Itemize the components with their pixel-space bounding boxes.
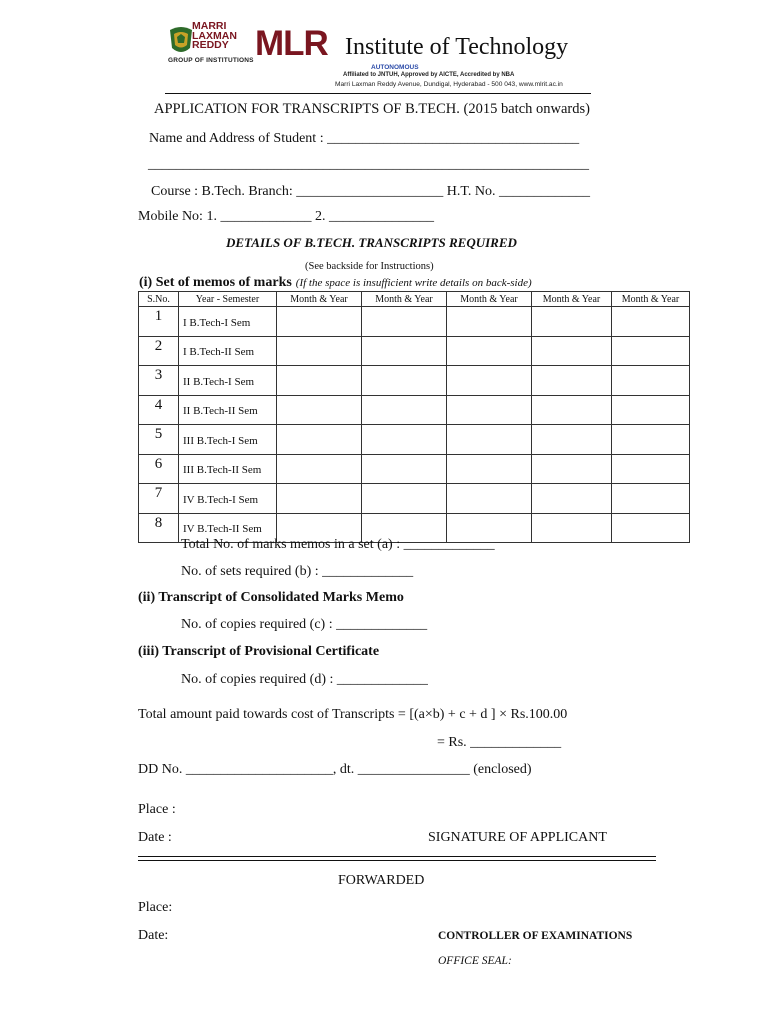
- row-semester: III B.Tech-I Sem: [179, 425, 277, 455]
- total-memos-field: Total No. of marks memos in a set (a) : _____________: [181, 537, 495, 552]
- month-year-cell[interactable]: [277, 454, 362, 484]
- consolidated-memo-heading: (ii) Transcript of Consolidated Marks Memo: [138, 590, 404, 605]
- month-year-cell[interactable]: [532, 366, 612, 396]
- header-month-year-1: Month & Year: [277, 292, 362, 307]
- month-year-cell[interactable]: [532, 454, 612, 484]
- place-label: Place :: [138, 802, 176, 817]
- month-year-cell[interactable]: [362, 366, 447, 396]
- office-seal-label: OFFICE SEAL:: [438, 955, 512, 967]
- header-month-year-3: Month & Year: [447, 292, 532, 307]
- row-semester: I B.Tech-I Sem: [179, 307, 277, 337]
- row-semester: II B.Tech-I Sem: [179, 366, 277, 396]
- memos-note: (If the space is insufficient write details on back-side): [295, 277, 532, 289]
- institute-address: Marri Laxman Reddy Avenue, Dundigal, Hyderabad - 500 043, www.mlrit.ac.in: [335, 81, 563, 88]
- month-year-cell[interactable]: [277, 336, 362, 366]
- month-year-cell[interactable]: [447, 484, 532, 514]
- month-year-cell[interactable]: [447, 454, 532, 484]
- section-divider-bottom: [138, 860, 656, 861]
- affiliation-text: Affiliated to JNTUH, Approved by AICTE, Accredited by NBA: [343, 72, 515, 78]
- month-year-cell[interactable]: [612, 484, 690, 514]
- header-month-year-4: Month & Year: [532, 292, 612, 307]
- month-year-cell[interactable]: [447, 366, 532, 396]
- table-row: [139, 484, 690, 514]
- office-place-label: Place:: [138, 900, 173, 915]
- group-logo: [168, 22, 260, 68]
- course-branch-htno-field: Course : B.Tech. Branch: _____________________ H.T. No. _____________: [151, 184, 590, 199]
- table-row: [139, 336, 690, 366]
- table-row: [139, 395, 690, 425]
- forwarded-label: FORWARDED: [338, 873, 425, 888]
- row-semester: II B.Tech-II Sem: [179, 395, 277, 425]
- month-year-cell[interactable]: [362, 454, 447, 484]
- month-year-cell[interactable]: [447, 307, 532, 337]
- month-year-cell[interactable]: [532, 484, 612, 514]
- month-year-cell[interactable]: [362, 484, 447, 514]
- month-year-cell[interactable]: [612, 366, 690, 396]
- month-year-cell[interactable]: [362, 425, 447, 455]
- mlr-logo-text: MLR: [255, 24, 328, 63]
- month-year-cell[interactable]: [362, 307, 447, 337]
- month-year-cell[interactable]: [447, 336, 532, 366]
- date-label: Date :: [138, 830, 172, 845]
- table-row: [139, 366, 690, 396]
- month-year-cell[interactable]: [277, 395, 362, 425]
- header-sno: S.No.: [139, 292, 179, 307]
- month-year-cell[interactable]: [447, 395, 532, 425]
- month-year-cell[interactable]: [277, 307, 362, 337]
- copies-d-field: No. of copies required (d) : _____________: [181, 672, 428, 687]
- institute-name: Institute of Technology: [345, 34, 569, 60]
- month-year-cell[interactable]: [612, 454, 690, 484]
- month-year-cell[interactable]: [532, 513, 612, 543]
- row-sno: 3: [139, 366, 179, 396]
- month-year-cell[interactable]: [532, 425, 612, 455]
- table-row: [139, 454, 690, 484]
- sets-required-field: No. of sets required (b) : _____________: [181, 564, 414, 579]
- autonomous-label: AUTONOMOUS: [371, 64, 419, 71]
- provisional-certificate-heading: (iii) Transcript of Provisional Certificate: [138, 644, 380, 659]
- group-word-2: LAXMAN: [192, 29, 237, 42]
- total-amount-formula: Total amount paid towards cost of Transcripts = [(a×b) + c + d ] × Rs.100.00: [138, 707, 568, 722]
- row-semester: IV B.Tech-II Sem: [179, 513, 277, 543]
- office-date-label: Date:: [138, 928, 169, 943]
- header-month-year-5: Month & Year: [612, 292, 690, 307]
- month-year-cell[interactable]: [612, 513, 690, 543]
- group-institutions-label: GROUP OF INSTITUTIONS: [168, 57, 254, 64]
- name-address-field: Name and Address of Student : ____________________________________: [149, 131, 580, 146]
- header-year-semester: Year - Semester: [179, 292, 277, 307]
- row-sno: 8: [139, 513, 179, 543]
- section-divider-top: [138, 856, 656, 857]
- amount-rs-field: = Rs. _____________: [437, 735, 562, 750]
- applicant-signature-label: SIGNATURE OF APPLICANT: [428, 830, 607, 845]
- group-word-1: MARRI: [192, 20, 227, 32]
- memos-table: [138, 291, 690, 543]
- copies-c-field: No. of copies required (c) : _____________: [181, 617, 428, 632]
- row-sno: 5: [139, 425, 179, 455]
- month-year-cell[interactable]: [532, 307, 612, 337]
- form-title: APPLICATION FOR TRANSCRIPTS OF B.TECH. (2015 batch onwards): [154, 101, 590, 117]
- group-name: [192, 22, 237, 51]
- month-year-cell[interactable]: [532, 395, 612, 425]
- mobile-field: Mobile No: 1. _____________ 2. _______________: [138, 209, 434, 224]
- row-semester: I B.Tech-II Sem: [179, 336, 277, 366]
- row-semester: III B.Tech-II Sem: [179, 454, 277, 484]
- memos-heading: (i) Set of memos of marks: [139, 275, 292, 290]
- month-year-cell[interactable]: [612, 425, 690, 455]
- row-sno: 1: [139, 307, 179, 337]
- month-year-cell[interactable]: [532, 336, 612, 366]
- row-sno: 7: [139, 484, 179, 514]
- month-year-cell[interactable]: [277, 366, 362, 396]
- month-year-cell[interactable]: [612, 307, 690, 337]
- header-month-year-2: Month & Year: [362, 292, 447, 307]
- table-header-row: [139, 292, 690, 307]
- row-sno: 6: [139, 454, 179, 484]
- table-row: [139, 425, 690, 455]
- month-year-cell[interactable]: [447, 425, 532, 455]
- details-heading: DETAILS OF B.TECH. TRANSCRIPTS REQUIRED: [226, 235, 517, 250]
- address-continuation-field: _______________________________________________________________: [148, 157, 589, 172]
- month-year-cell[interactable]: [612, 336, 690, 366]
- dd-details-field: DD No. _____________________, dt. ________________ (enclosed): [138, 762, 532, 777]
- row-semester: IV B.Tech-I Sem: [179, 484, 277, 514]
- table-row: [139, 307, 690, 337]
- month-year-cell[interactable]: [362, 395, 447, 425]
- instructions-note: (See backside for Instructions): [305, 261, 434, 272]
- controller-label: CONTROLLER OF EXAMINATIONS: [438, 930, 633, 942]
- month-year-cell[interactable]: [362, 336, 447, 366]
- month-year-cell[interactable]: [277, 425, 362, 455]
- row-sno: 4: [139, 395, 179, 425]
- group-word-3: REDDY: [192, 39, 229, 51]
- month-year-cell[interactable]: [277, 484, 362, 514]
- logo-emblem-icon: [168, 26, 194, 58]
- header-divider: [165, 93, 591, 94]
- month-year-cell[interactable]: [612, 395, 690, 425]
- row-sno: 2: [139, 336, 179, 366]
